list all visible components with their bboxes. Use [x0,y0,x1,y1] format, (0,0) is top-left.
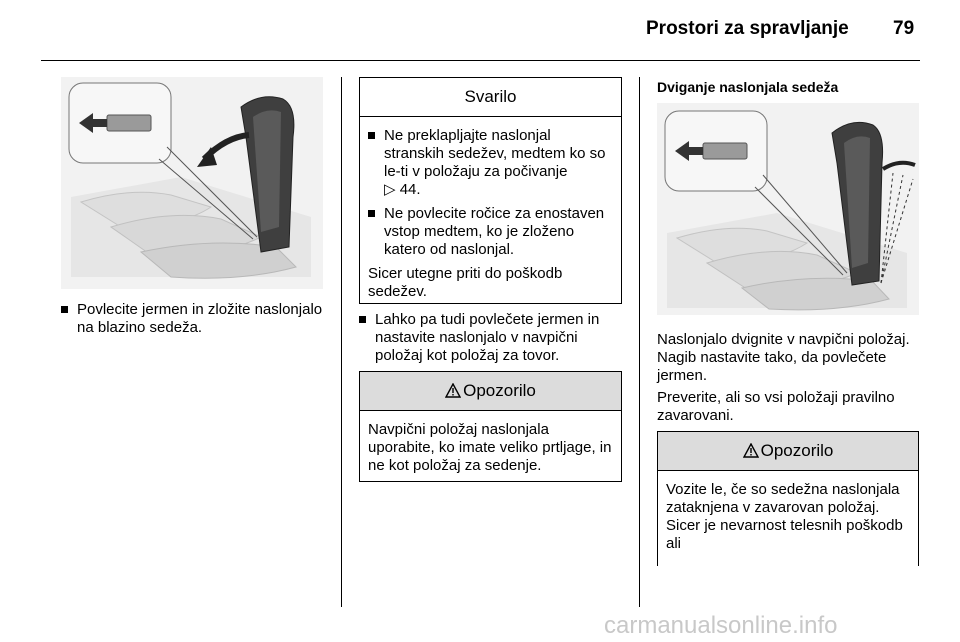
warning-box-middle-text: Navpični položaj naslonjala uporabite, ko imate veliko prtljage, in ne kot položaj za sedenje. [368,421,612,474]
caution-box [359,77,622,304]
page-number: 79 [893,18,915,39]
seat-fold-illustration [61,77,323,289]
watermark: carmanualsonline.info [604,612,838,639]
paragraph-check-positions: Preverite, ali so vsi položaji pravilno zavarovani. [657,389,895,424]
warning-box-right-text: Vozite le, če so sedežna naslonjala zataknjena v zavarovan položaj. Sicer je nevarnost telesnih poškodb ali [666,481,903,552]
warning-box-middle [359,371,622,482]
warning-triangle-icon [743,443,759,458]
warning-triangle-icon [445,383,461,398]
seat-raise-illustration [657,103,919,315]
caution-box-title: Svarilo [360,78,621,117]
paragraph-raise-backrest: Naslonjalo dvignite v navpični položaj. Nagib nastavite tako, da povlečete jermen. [657,331,910,384]
warning-box-middle-title: Opozorilo [463,381,536,400]
page-header-title: Prostori za spravljanje [646,18,849,39]
caution-footer: Sicer utegne priti do poškodb sedežev. [368,265,563,300]
bullet-fold-backrest: Povlecite jermen in zložite naslonjalo na blazino sedeža. [61,301,323,337]
column-divider-left [341,77,342,607]
column-divider-right [639,77,640,607]
header-rule [41,60,920,61]
section-heading: Dviganje naslonjala sedeža [657,79,839,95]
warning-box-right [657,431,919,566]
caution-bullet-1-ref: 44. [399,181,421,198]
caution-bullet-2: Ne povlecite ročice za enostaven vstop medtem, ko je zloženo katero od naslonjal. [368,205,613,259]
caution-bullet-1-text: Ne preklapljajte naslonjal stranskih sedežev, medtem ko so le-ti v položaju za počivanje [384,127,606,180]
bullet-upright-cargo: Lahko pa tudi povlečete jermen in nastavite naslonjalo v navpični položaj kot položaj za tovor. [359,311,622,365]
caution-bullet-1 [368,127,613,199]
warning-box-right-title: Opozorilo [760,441,834,460]
page-ref-arrow-icon: ▷ [384,181,396,198]
